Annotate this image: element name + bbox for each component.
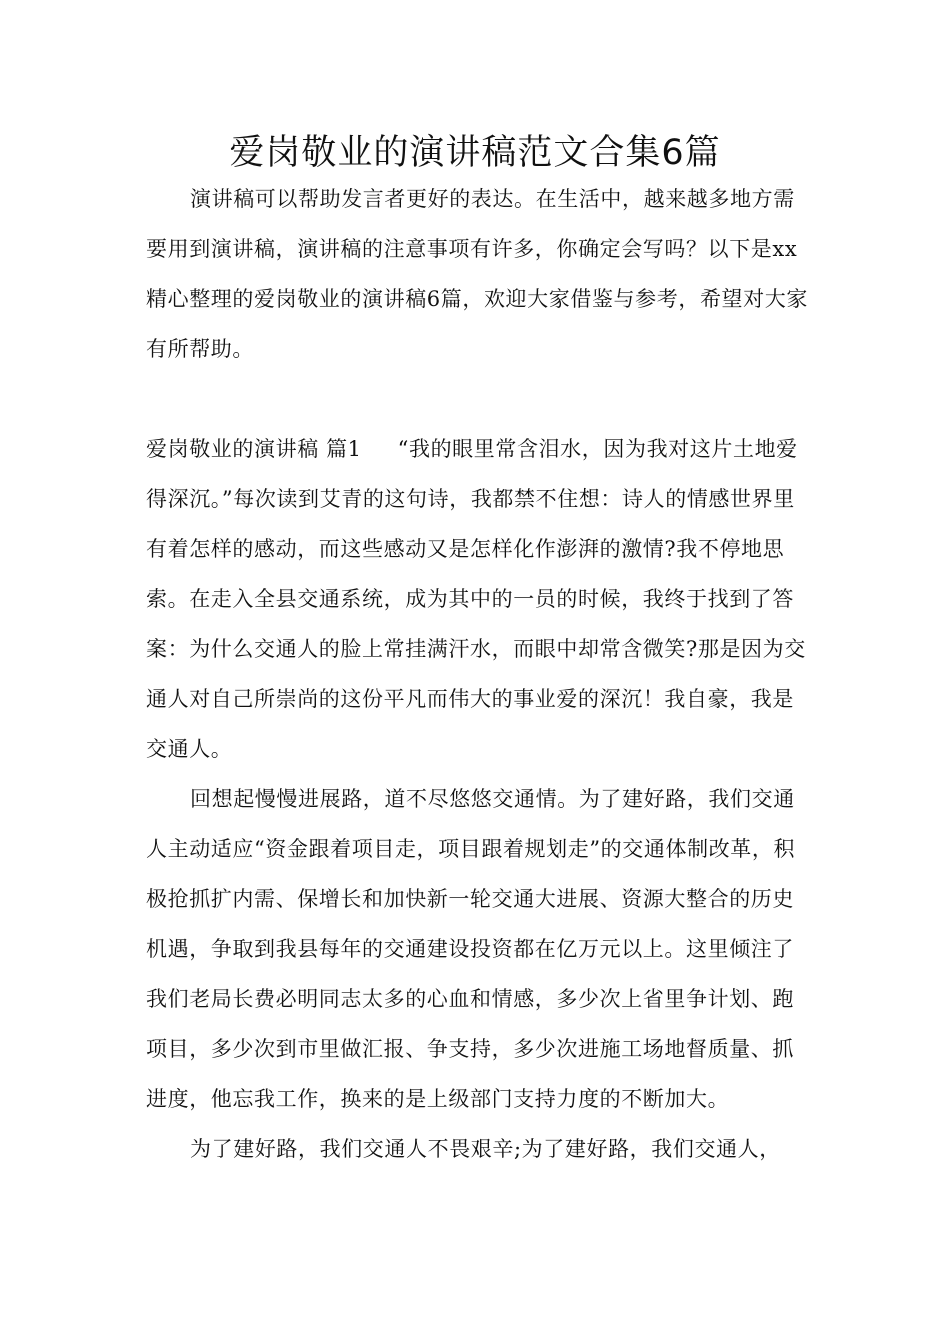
section1-paragraph-2: 回想起慢慢进展路，道不尽悠悠交通情。为了建好路，我们交通人主动适应“资金跟着项目走，项目跟着规划走”的交通体制改革，积极抢抓扩内需、保增长和加快新一轮交通大进展、资源大整合的历史机遇，争取到我县每年的交通建设投资都在亿万元以上。这里倾注了我们老局长费必明同志太多的心血和情感，多少次上省里争计划、跑项目，多少次到市里做汇报、争支持，多少次进施工场地督质量、抓进度，他忘我工作，换来的是上级部门支持力度的不断加大。 — [146, 787, 796, 1111]
section1-heading: 爱岗敬业的演讲稿 篇1 — [146, 437, 362, 461]
document-title: 爱岗敬业的演讲稿范文合集6篇 — [229, 133, 721, 173]
paragraph-gap — [146, 374, 810, 424]
intro-paragraph: 演讲稿可以帮助发言者更好的表达。在生活中，越来越多地方需要用到演讲稿，演讲稿的注意事项有许多，你确定会写吗？以下是xx精心整理的爱岗敬业的演讲稿6篇，欢迎大家借鉴与参考，希望对大家有所帮助。 — [146, 187, 808, 361]
document-body — [146, 174, 810, 1174]
section1-paragraph-1 — [146, 424, 810, 774]
section1-p1-text: “我的眼里常含泪水，因为我对这片土地爱得深沉。”每次读到艾青的这句诗，我都禁不住想：诗人的情感世界里有着怎样的感动，而这些感动又是怎样化作澎湃的激情?我不停地思索。在走入全县交通系统，成为其中的一员的时候，我终于找到了答案：为什么交通人的脸上常挂满汗水，而眼中却常含微笑?那是因为交通人对自己所崇尚的这份平凡而伟大的事业爱的深沉！我自豪，我是交通人。 — [146, 437, 806, 761]
section1-paragraph-3: 为了建好路，我们交通人不畏艰辛;为了建好路，我们交通人， — [190, 1137, 781, 1161]
